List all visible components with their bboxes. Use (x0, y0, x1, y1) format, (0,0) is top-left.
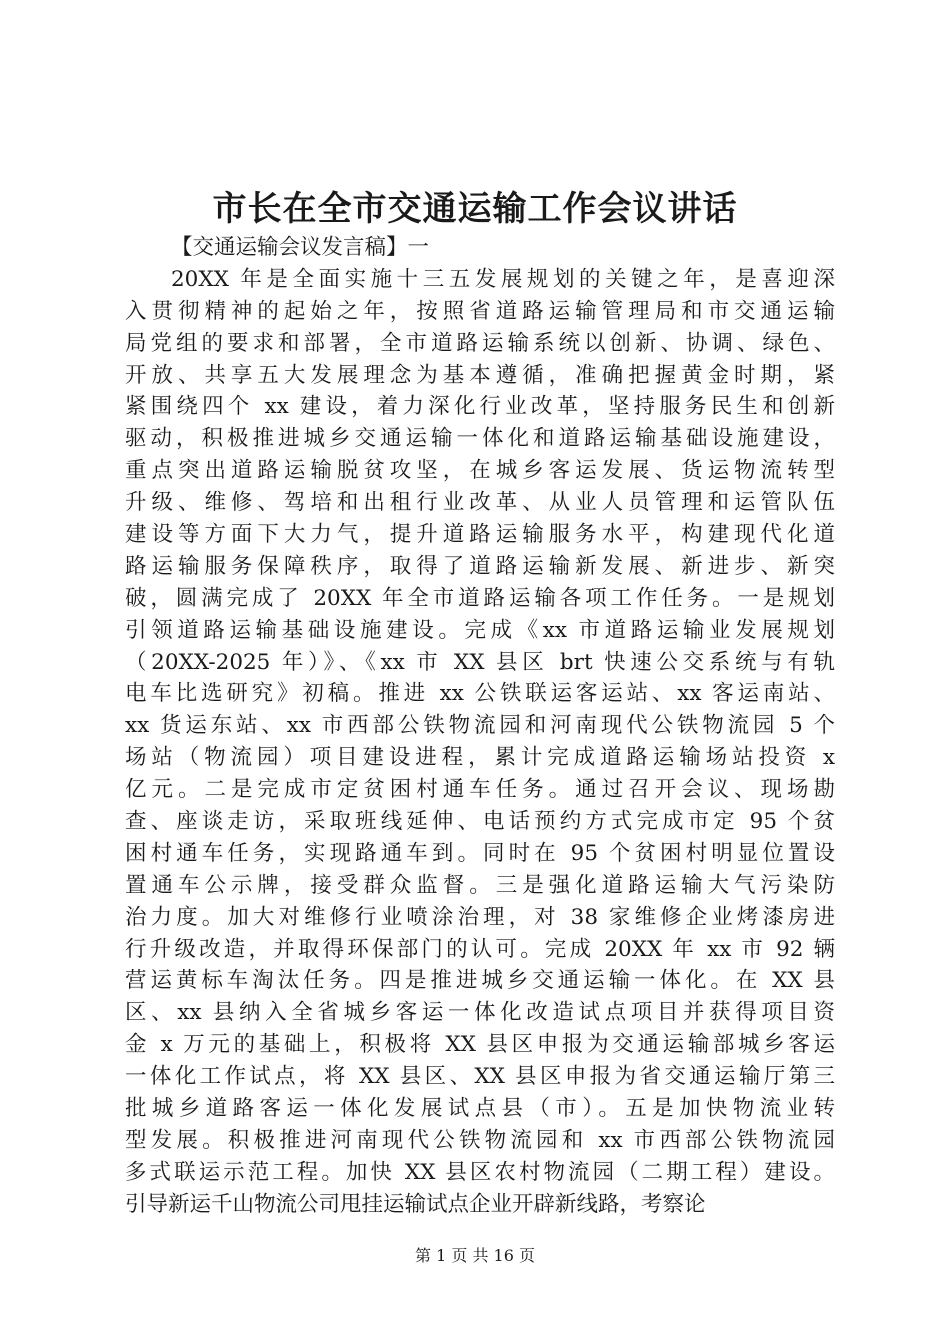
body-line: 引领道路运输基础设施建设。完成《xx 市道路运输业发展规划 (125, 617, 835, 643)
body-line: 多式联运示范工程。加快 XX 县区农村物流园（二期工程）建设。 (125, 1159, 835, 1185)
body-line: 20XX 年是全面实施十三五发展规划的关键之年，是喜迎深 (171, 266, 835, 292)
body-line: 入贯彻精神的起始之年，按照省道路运输管理局和市交通运输 (125, 298, 835, 324)
body-line: 治力度。加大对维修行业喷涂治理，对 38 家维修企业烤漆房进 (125, 904, 835, 930)
body-line: xx 货运东站、xx 市西部公铁物流园和河南现代公铁物流园 5 个 (125, 713, 835, 739)
body-line: 开放、共享五大发展理念为基本遵循，准确把握黄金时期，紧 (125, 362, 835, 388)
body-line: 局党组的要求和部署，全市道路运输系统以创新、协调、绿色、 (125, 330, 835, 356)
document-subtitle: 【交通运输会议发言稿】一 (171, 235, 430, 260)
body-line: 建设等方面下大力气，提升道路运输服务水平，构建现代化道 (125, 522, 835, 548)
body-line: 一体化工作试点，将 XX 县区、XX 县区申报为省交通运输厅第三 (125, 1064, 835, 1090)
body-line: 型发展。积极推进河南现代公铁物流园和 xx 市西部公铁物流园 (125, 1127, 835, 1153)
body-line: 引导新运千山物流公司甩挂运输试点企业开辟新线路，考察论 (125, 1191, 706, 1217)
body-line: 路运输服务保障秩序，取得了道路运输新发展、新进步、新突 (125, 553, 835, 579)
body-line: 行升级改造，并取得环保部门的认可。完成 20XX 年 xx 市 92 辆 (125, 936, 835, 962)
body-line: （20XX-2025 年）》、《xx 市 XX 县区 brt 快速公交系统与有轨 (125, 649, 835, 675)
document-title: 市长在全市交通运输工作会议讲话 (212, 189, 738, 229)
body-line: 亿元。二是完成市定贫困村通车任务。通过召开会议、现场勘 (125, 777, 835, 803)
body-line: 置通车公示牌，接受群众监督。三是强化道路运输大气污染防 (125, 872, 835, 898)
body-line: 批城乡道路客运一体化发展试点县（市）。五是加快物流业转 (125, 1096, 835, 1122)
body-line: 升级、维修、驾培和出租行业改革、从业人员管理和运管队伍 (125, 490, 835, 516)
body-line: 区、xx 县纳入全省城乡客运一体化改造试点项目并获得项目资 (125, 1000, 835, 1026)
body-line: 困村通车任务，实现路通车到。同时在 95 个贫困村明显位置设 (125, 840, 835, 866)
body-line: 场站（物流园）项目建设进程，累计完成道路运输场站投资 x (125, 745, 835, 771)
page-number-footer: 第 1 页 共 16 页 (415, 1246, 535, 1265)
body-line: 营运黄标车淘汰任务。四是推进城乡交通运输一体化。在 XX 县 (125, 968, 835, 994)
body-line: 电车比选研究》初稿。推进 xx 公铁联运客运站、xx 客运南站、 (125, 681, 835, 707)
body-line: 破，圆满完成了 20XX 年全市道路运输各项工作任务。一是规划 (125, 585, 835, 611)
body-line: 紧围绕四个 xx 建设，着力深化行业改革，坚持服务民生和创新 (125, 394, 835, 420)
body-line: 查、座谈走访，采取班线延伸、电话预约方式完成市定 95 个贫 (125, 809, 835, 835)
body-line: 驱动，积极推进城乡交通运输一体化和道路运输基础设施建设， (125, 426, 835, 452)
body-line: 重点突出道路运输脱贫攻坚，在城乡客运发展、货运物流转型 (125, 458, 835, 484)
document-body (125, 232, 835, 1221)
body-line: 金 x 万元的基础上，积极将 XX 县区申报为交通运输部城乡客运 (125, 1032, 835, 1058)
